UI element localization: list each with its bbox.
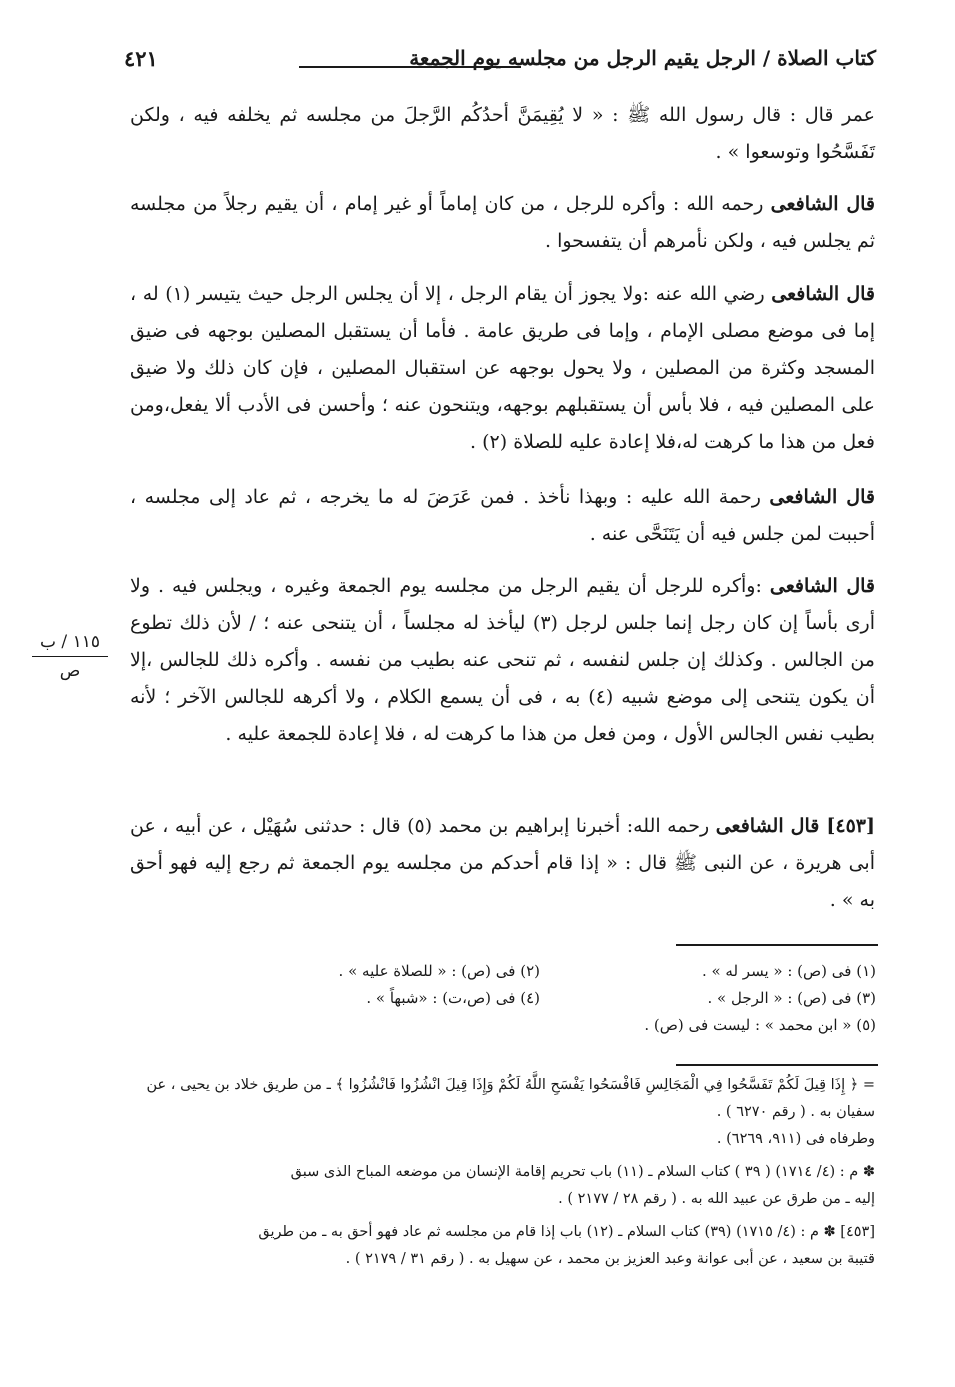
footnote-4: (٤) فى (ص،ت) : «شبهاً » .	[366, 989, 540, 1007]
footnote-2: (٢) فى (ص) : « للصلاة عليه » .	[338, 962, 540, 980]
paragraph-4	[130, 479, 875, 553]
reference-line: = ﴿ إِذَا قِيلَ لَكُمْ تَفَسَّحُوا فِي الْمَجَالِسِ فَافْسَحُوا يَفْسَحِ اللَّهُ لَكُمْ وَإِذَا قِيلَ انْشُزُوا فَانْشُزُوا ﴾ ـ من طريق خلاد بن يحيى ، عن سفيان به . ( رقم ٦٢٧٠ ) .	[146, 1077, 875, 1120]
paragraph-2	[130, 186, 875, 260]
page-number: ٤٢١	[124, 46, 158, 71]
references-rule	[676, 1064, 878, 1066]
paragraph-lead: قال الشافعى	[770, 193, 875, 215]
folio-source: ص	[59, 661, 81, 681]
paragraph-lead: قال الشافعى	[769, 575, 875, 597]
reference-line: قتيبة بن سعيد ، عن أبى عوانة وعبد العزيز بن محمد ، عن سهيل به . ( رقم ٣١ / ٢١٧٩ ) .	[345, 1251, 875, 1267]
paragraph-lead: قال الشافعى	[769, 486, 875, 508]
footnote-1: (١) فى (ص) : « يسر له » .	[701, 962, 876, 980]
manuscript-folio-note	[26, 632, 114, 681]
header-rule	[299, 66, 521, 68]
reference-line: ✽ م : (٤/ ١٧١٤) ( ٣٩ ) كتاب السلام ـ (١١) باب تحريم إقامة الإنسان من موضعه المباح الذى سبق	[290, 1164, 875, 1180]
footnote-row	[200, 1012, 876, 1039]
reference-block	[130, 1072, 875, 1153]
footnote-3: (٣) فى (ص) : « الرجل » .	[707, 989, 876, 1007]
paragraph-lead: [٤٥٣] قال الشافعى	[715, 815, 875, 837]
paragraph-lead: قال الشافعى	[771, 283, 875, 305]
footnotes	[200, 958, 876, 1039]
folio-number: ١١٥ / ب	[40, 632, 100, 652]
folio-rule	[32, 656, 108, 657]
paragraph-text: رضي الله عنه :ولا يجوز أن يقام الرجل ، إلا أن يجلس الرجل حيث يتيسر (١) له ، إما فى موضع مصلى الإمام ، وإما فى طريق عامة . فأما أن يستقبل المصلين بوجهه فى ضيق المسجد وكثرة من المصلين ، ولا يحول بوجهه عن استقبال المصلين ، فإن كان ذلك ولا ضيق على المصلين فيه ، فلا بأس أن يستقبلهم بوجهه، ويتنحون عنه ؛ وأحسن فى الأدب ألا يفعل،ومن فعل من هذا ما كرهت له،فلا إعادة عليه للصلاة (٢) .	[130, 283, 875, 453]
reference-block	[130, 1159, 875, 1213]
footnote-row	[200, 985, 876, 1012]
reference-line: [٤٥٣] ✽ م : (٤/ ١٧١٥) (٣٩) كتاب السلام ـ (١٢) باب إذا قام من مجلسه ثم عاد فهو أحق به ـ من طريق	[258, 1224, 875, 1240]
running-header	[124, 42, 876, 82]
paragraph-1	[130, 97, 875, 171]
paragraph-text: :وأكره للرجل أن يقيم الرجل من مجلسه يوم الجمعة وغيره ، ويجلس فيه . ولا أرى بأساً إن كان رجل إنما جلس لرجل (٣) ليأخذ له مجلساً ، أن يتنحى عنه ؛ / لأن ذلك تطوع من الجالس . وكذلك إن جلس لنفسه ، ثم تنحى عنه بطيب من نفسه . وأكره ذلك للجالس ،إلا أن يكون يتنحى إلى موضع شبيه (٤) به ، فى أن يسمع الكلام ، ولا أكرهه للجالس الآخر ؛ لأنه بطيب نفس الجالس الأول ، ومن فعل من هذا ما كرهت له ، فلا إعادة للجمعة عليه .	[130, 575, 876, 745]
paragraph-text: رحمه الله : وأكره للرجل ، من كان إماماً أو غير إمام ، أن يقيم رجلاً من مجلسه ثم يجلس فيه ، ولكن نأمرهم أن يتفسحوا .	[130, 193, 875, 252]
chapter-title: كتاب الصلاة / الرجل يقيم الرجل من مجلسه يوم الجمعة	[409, 46, 876, 70]
paragraph-text: رحمه الله: أخبرنا إبراهيم بن محمد (٥) قال : حدثنى سُهَيْل ، عن أبيه ، عن أبى هريرة ، عن النبى ﷺ قال : « إذا قام أحدكم من مجلسه يوم الجمعة ثم رجع إليه فهو أحق به » .	[130, 815, 875, 911]
reference-line: وطرفاه فى (٩١١، ٦٢٦٩) .	[716, 1131, 875, 1147]
footnote-row	[200, 958, 876, 985]
paragraph-6	[130, 808, 875, 919]
paragraph-text: عمر قال : قال رسول الله ﷺ : « لا يُقِيمَنَّ أحدُكُم الرَّجلَ من مجلسه ثم يخلفه فيه ، ولكن تَفَسَّحُوا وتوسعوا » .	[130, 104, 875, 163]
hadith-references	[130, 1072, 875, 1279]
reference-line: إليه ـ من طرق عن عبيد الله به . ( رقم ٢٨ / ٢١٧٧ ) .	[558, 1191, 875, 1207]
footnote-5: (٥) « ابن محمد » : ليست فى (ص) .	[644, 1016, 876, 1034]
paragraph-text: رحمة الله عليه : وبهذا نأخذ . فمن عَرَضَ له ما يخرجه ، ثم عاد إلى مجلسه ، أحببت لمن جلس فيه أن يَتَنَحَّى عنه .	[130, 486, 875, 545]
footnote-rule	[676, 944, 878, 946]
paragraph-3	[130, 276, 875, 461]
reference-block	[130, 1219, 875, 1273]
paragraph-5	[130, 568, 875, 753]
